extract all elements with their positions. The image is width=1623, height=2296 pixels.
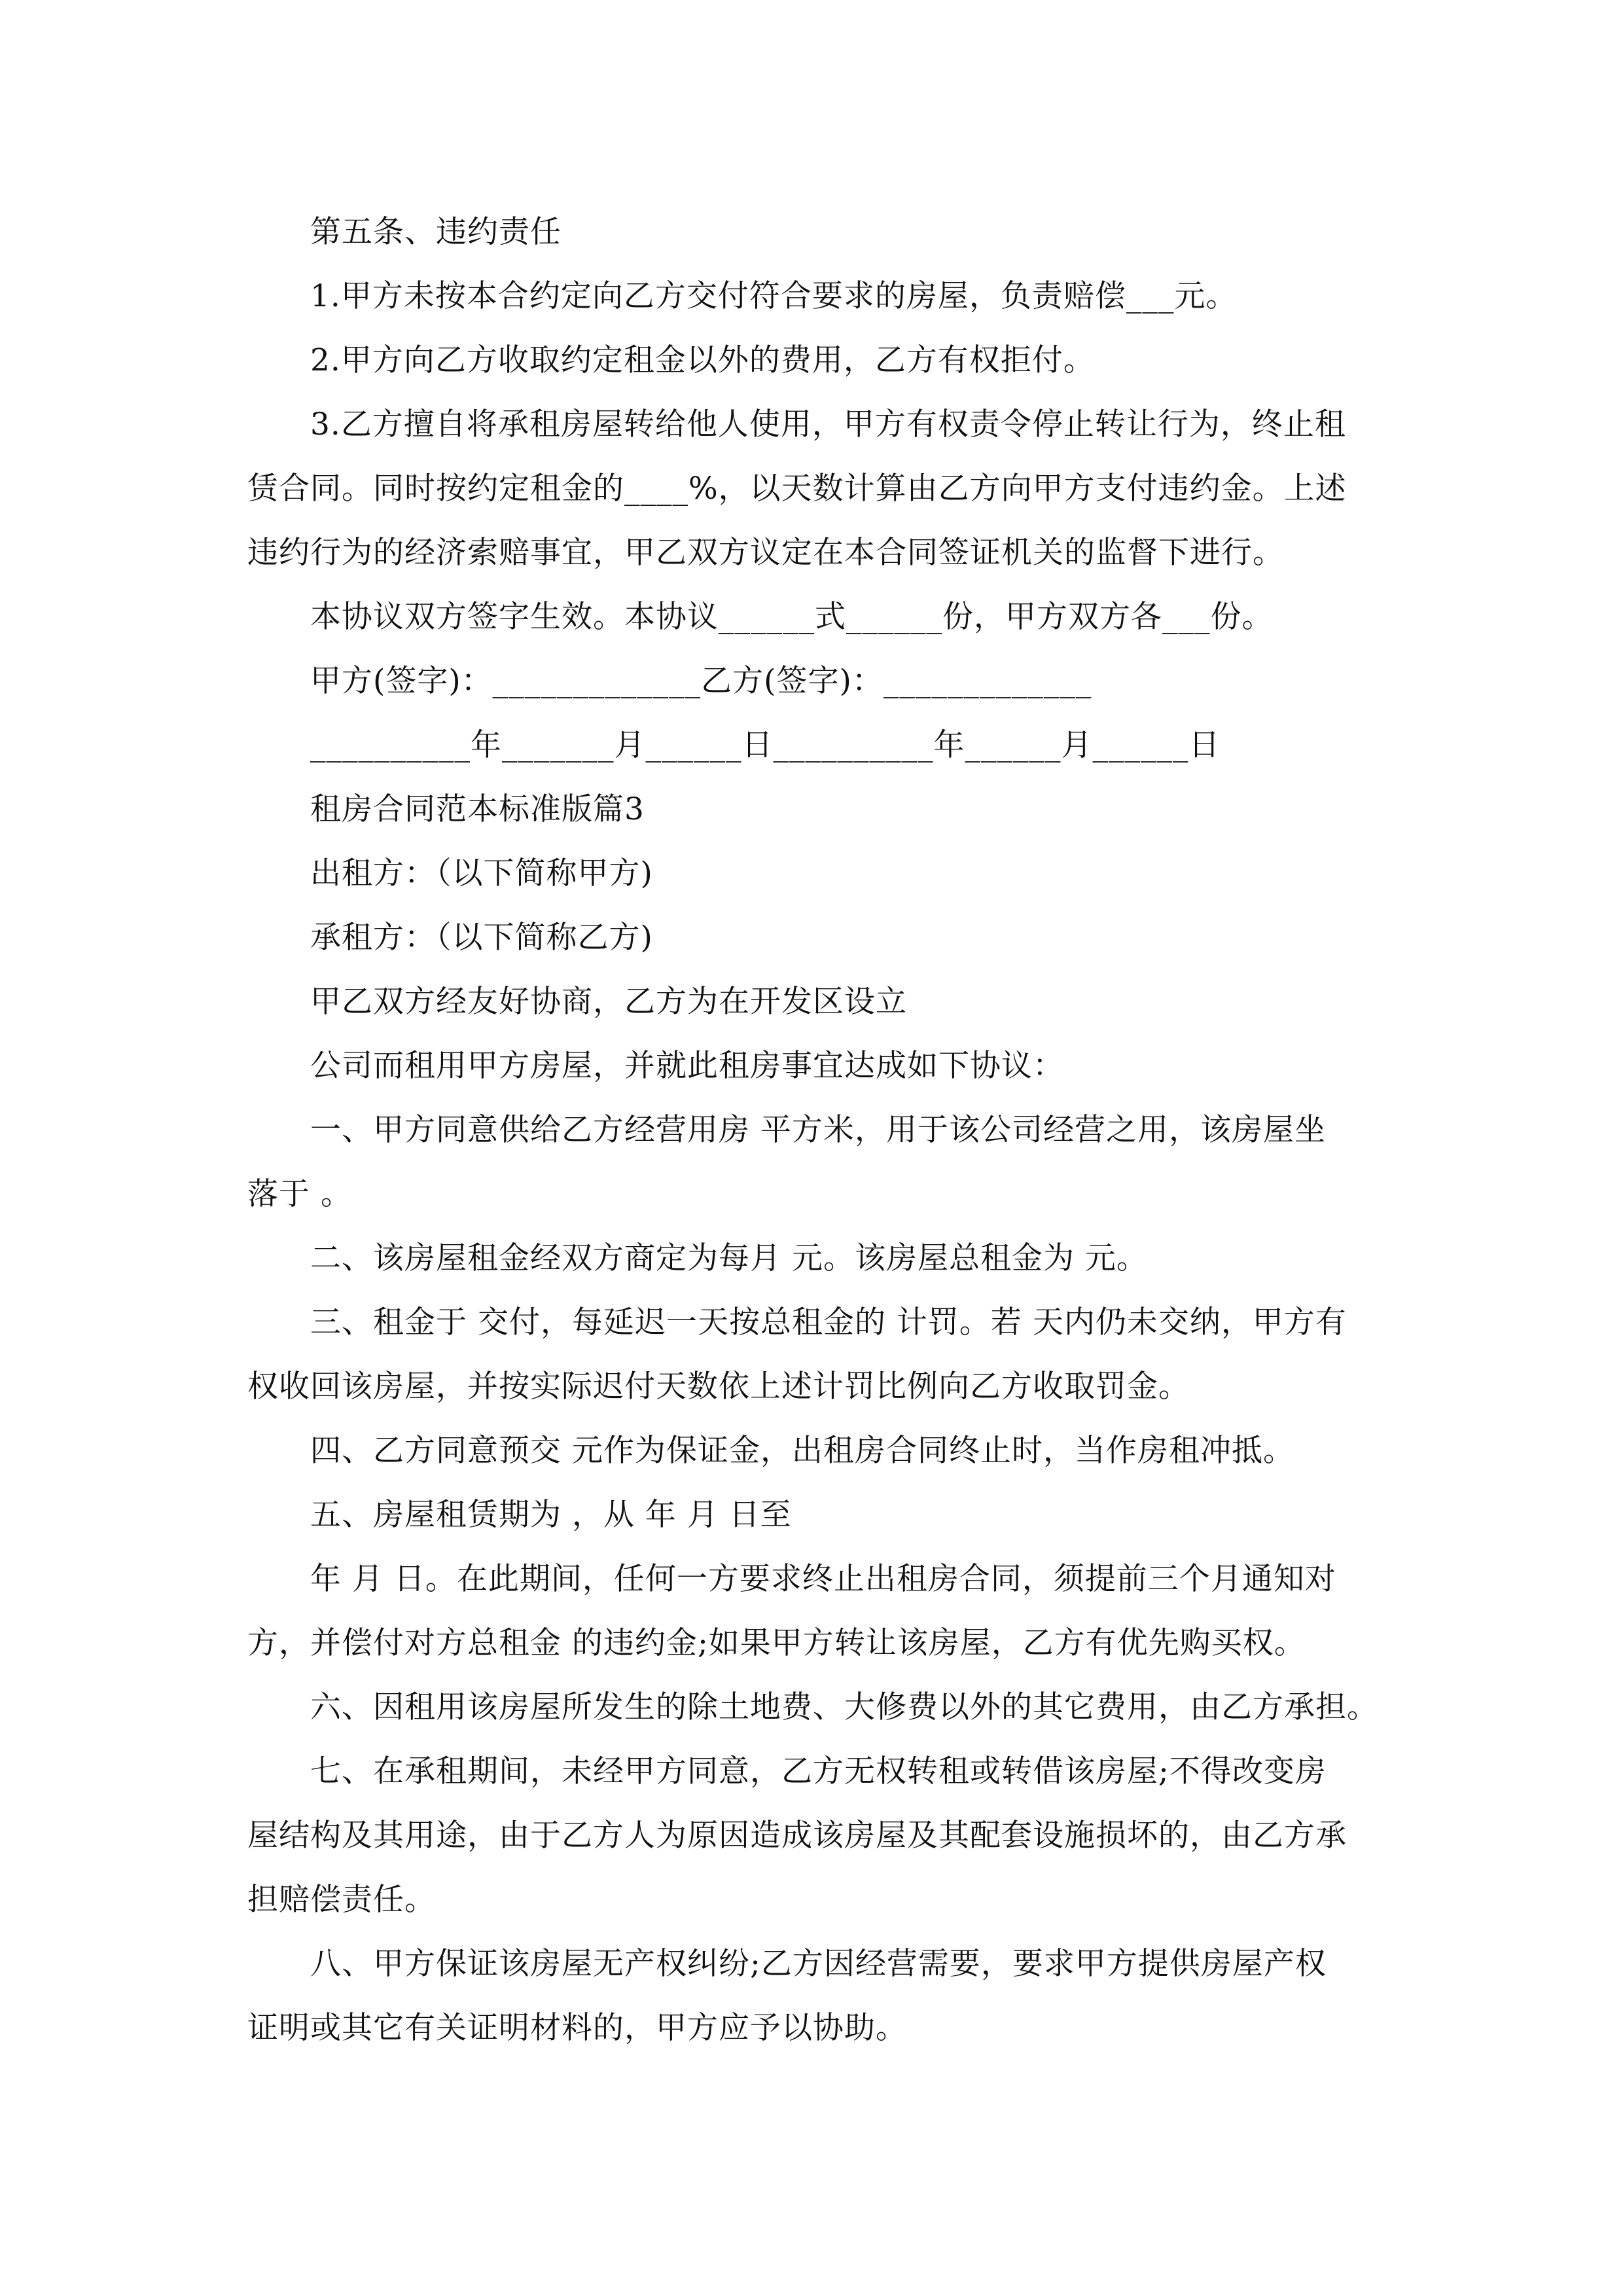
article-line: 六、因租用该房屋所发生的除土地费、大修费以外的其它费用，由乙方承担。	[310, 1689, 1378, 1725]
article-line: 方，并偿付对方总租金 的违约金;如果甲方转让该房屋，乙方有优先购买权。	[247, 1625, 1306, 1661]
article-line: 权收回该房屋，并按实际迟付天数依上述计罚比例向乙方收取罚金。	[247, 1369, 1190, 1405]
article-line: 七、在承租期间，未经甲方同意，乙方无权转租或转借该房屋;不得改变房	[310, 1753, 1327, 1789]
lessor-line: 出租方：（以下简称甲方)	[310, 855, 653, 891]
article-line: 担赔偿责任。	[247, 1882, 436, 1918]
date-line: __________年_______月______日__________年______月______日	[310, 727, 1221, 763]
intro-line: 甲乙双方经友好协商，乙方为在开发区设立	[310, 984, 907, 1020]
clause-line: 3.乙方擅自将承租房屋转给他人使用，甲方有权责令停止转让行为，终止租	[310, 406, 1346, 442]
section-heading-breach: 第五条、违约责任	[310, 214, 562, 250]
contract-title: 租房合同范本标准版篇3	[310, 791, 645, 827]
signature-line: 甲方(签字)：_____________乙方(签字)：_____________	[310, 663, 1092, 699]
intro-line: 公司而租用甲方房屋，并就此租房事宜达成如下协议：	[310, 1048, 1064, 1084]
clause-line: 违约行为的经济索赔事宜，甲乙双方议定在本合同签证机关的监督下进行。	[247, 535, 1284, 571]
article-line: 二、该房屋租金经双方商定为每月 元。该房屋总租金为 元。	[310, 1240, 1148, 1276]
article-line: 八、甲方保证该房屋无产权纠纷;乙方因经营需要，要求甲方提供房屋产权	[310, 1946, 1327, 1982]
article-line: 年 月 日。在此期间，任何一方要求终止出租房合同，须提前三个月通知对	[310, 1561, 1336, 1597]
article-line: 四、乙方同意预交 元作为保证金，出租房合同终止时，当作房租冲抵。	[310, 1433, 1294, 1469]
effect-clause: 本协议双方签字生效。本协议______式______份，甲方双方各___份。	[310, 599, 1274, 635]
clause-line: 赁合同。同时按约定租金的____%，以天数计算由乙方向甲方支付违约金。上述	[247, 471, 1347, 507]
clause-line: 1.甲方未按本合约定向乙方交付符合要求的房屋，负责赔偿___元。	[310, 278, 1238, 314]
document-body	[247, 200, 1378, 2060]
article-line: 屋结构及其用途，由于乙方人为原因造成该房屋及其配套设施损坏的，由乙方承	[247, 1818, 1347, 1854]
article-line: 一、甲方同意供给乙方经营用房 平方米，用于该公司经营之用，该房屋坐	[310, 1112, 1326, 1148]
article-line: 落于 。	[247, 1176, 352, 1212]
clause-line: 2.甲方向乙方收取约定租金以外的费用，乙方有权拒付。	[310, 342, 1095, 378]
article-line: 五、房屋租赁期为 ，从 年 月 日至	[310, 1497, 792, 1533]
article-line: 证明或其它有关证明材料的，甲方应予以协助。	[247, 2010, 907, 2046]
article-line: 三、租金于 交付，每延迟一天按总租金的 计罚。若 天内仍未交纳，甲方有	[310, 1304, 1347, 1340]
lessee-line: 承租方：（以下简称乙方)	[310, 920, 653, 956]
